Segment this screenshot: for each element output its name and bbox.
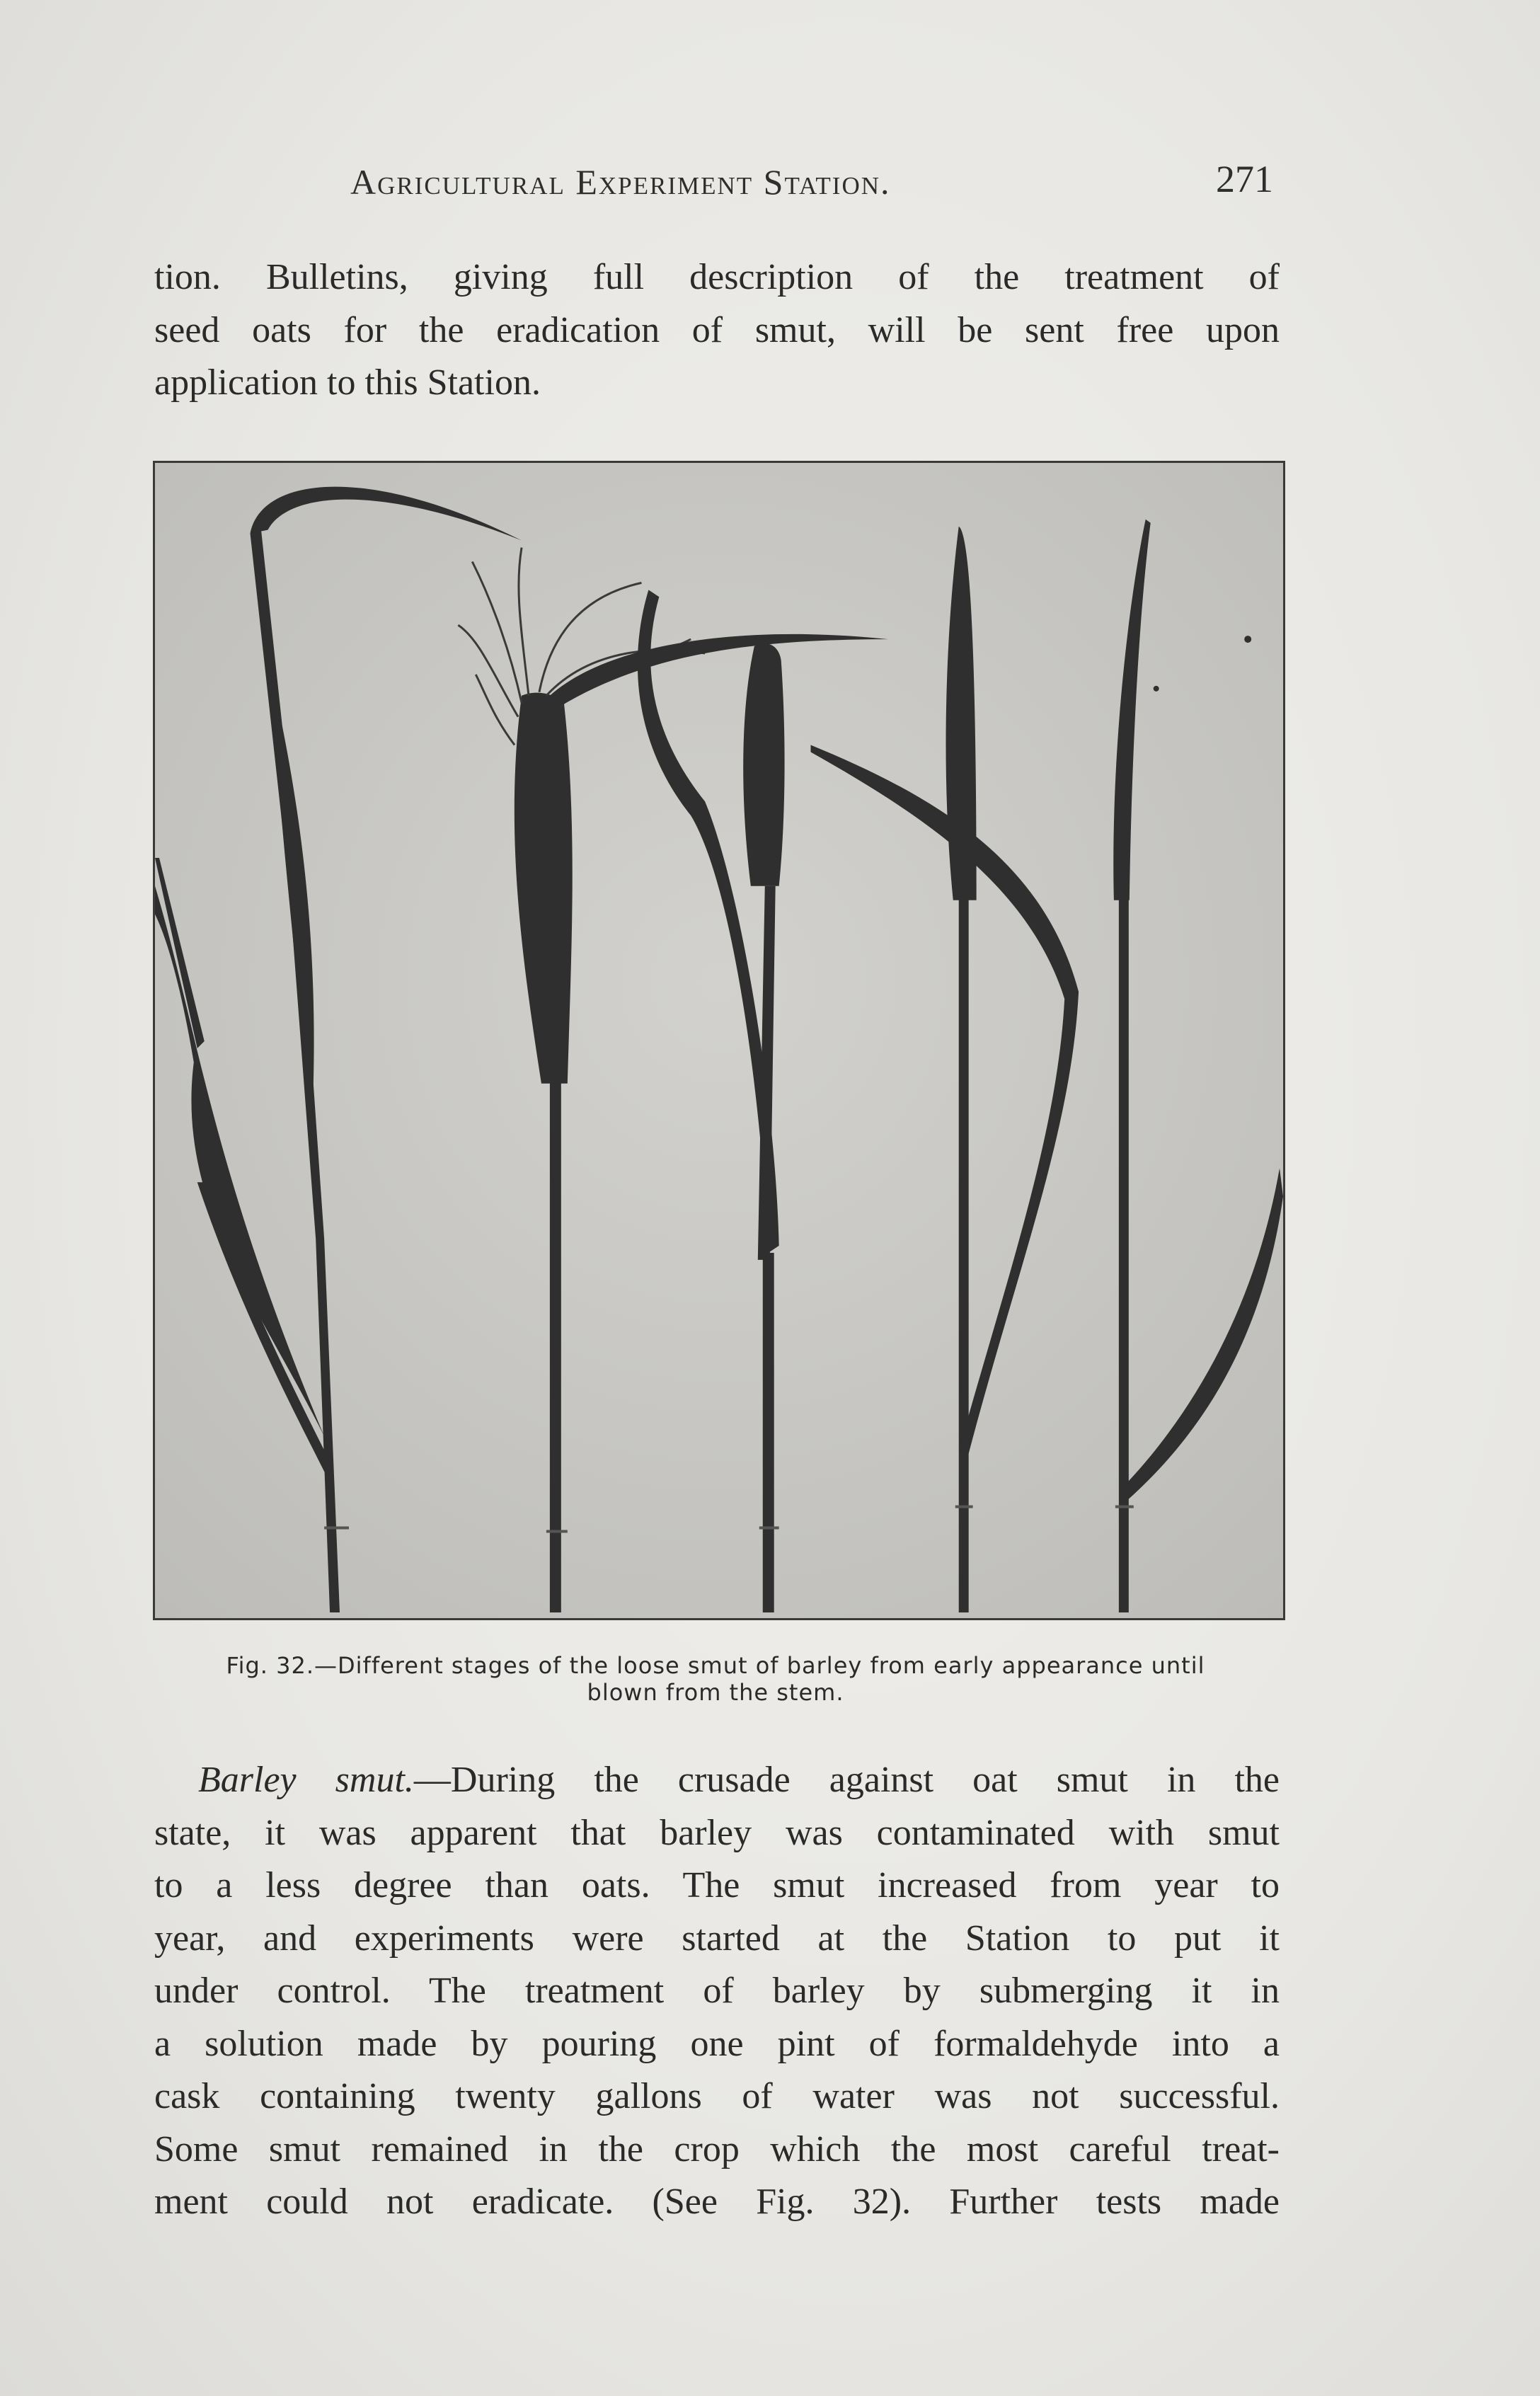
section-heading: Barley smut. bbox=[198, 1760, 414, 1800]
text-line: application to this Station. bbox=[154, 362, 541, 403]
body-paragraph bbox=[154, 1754, 1280, 2229]
text-line: under control. The treatment of barley by submerging it in bbox=[154, 1971, 1280, 2011]
text-line: year, and experiments were started at the Station to put it bbox=[154, 1918, 1280, 1959]
caption-line: blown from the stem. bbox=[587, 1679, 844, 1706]
running-head: Agricultural Experiment Station. bbox=[350, 162, 891, 202]
page-number: 271 bbox=[1216, 158, 1273, 200]
intro-paragraph bbox=[154, 251, 1280, 410]
text-line: tion. Bulletins, giving full description of the treatment of bbox=[154, 257, 1280, 297]
text-line bbox=[154, 1754, 1280, 1807]
figure-caption bbox=[153, 1652, 1278, 1706]
caption-line: Fig. 32.—Different stages of the loose smut of barley from early appearance until bbox=[226, 1652, 1205, 1679]
text-line: seed oats for the eradication of smut, will be sent free upon bbox=[154, 309, 1280, 350]
text-line: state, it was apparent that barley was contaminated with smut bbox=[154, 1812, 1280, 1853]
text-line: ment could not eradicate. (See Fig. 32). Further tests made bbox=[154, 2182, 1280, 2222]
text-fragment: —During the crusade against oat smut in the bbox=[413, 1760, 1280, 1800]
text-line: Some smut remained in the crop which the most careful treat- bbox=[154, 2128, 1280, 2169]
figure-photograph bbox=[153, 461, 1285, 1620]
text-line: a solution made by pouring one pint of formaldehyde into a bbox=[154, 2023, 1280, 2064]
text-line: to a less degree than oats. The smut increased from year to bbox=[154, 1865, 1280, 1905]
barley-stems-illustration bbox=[155, 463, 1283, 1618]
text-line: cask containing twenty gallons of water was not successful. bbox=[154, 2076, 1280, 2116]
